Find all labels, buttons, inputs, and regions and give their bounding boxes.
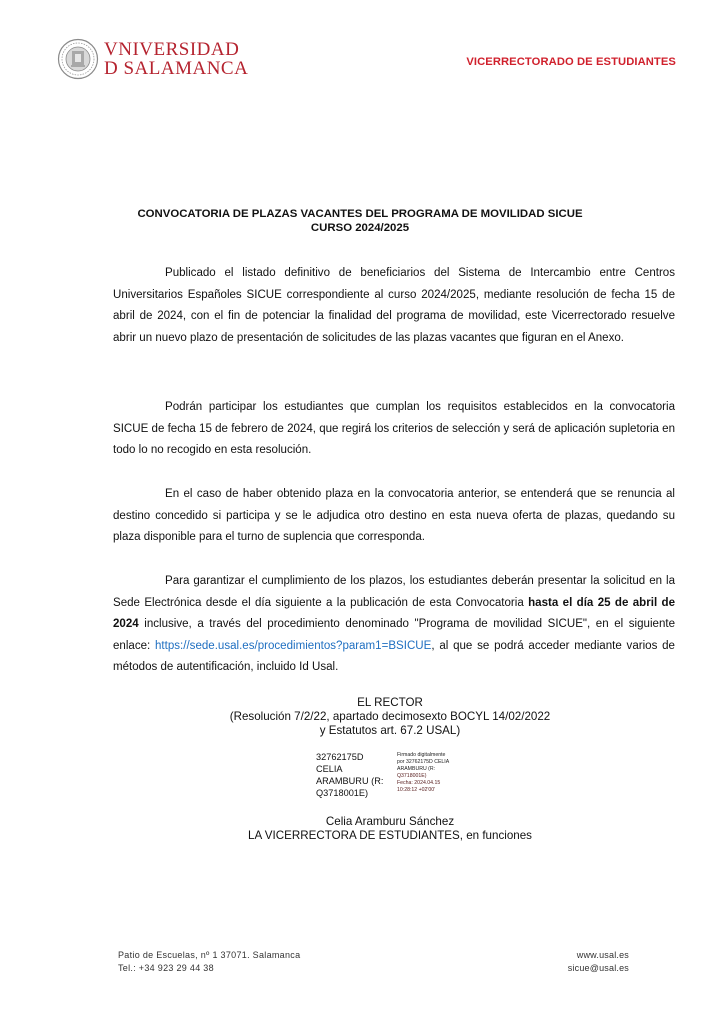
- signature-meta-line: Firmado digitalmente: [397, 752, 446, 758]
- title-line2: CURSO 2024/2025: [310, 222, 410, 234]
- signature-statutes: y Estatutos art. 67.2 USAL): [319, 724, 461, 737]
- digital-signature-meta: [397, 752, 449, 794]
- paragraph-3: En el caso de haber obtenido plaza en la convocatoria anterior, se entenderá que se renuncia al destino concedido si participa y se le adjudica otro destino en esta nueva oferta de plazas, quedando su plaza disponible para el turno de suplencia que corresponda.: [113, 488, 675, 544]
- signature-role: EL RECTOR: [357, 696, 423, 709]
- signature-meta-line: 10:28:12 +02'00': [397, 787, 436, 793]
- signature-meta-line: Q3718001E): [397, 773, 427, 779]
- footer-website[interactable]: www.usal.es: [576, 950, 629, 960]
- paragraph-4-text-b: inclusive, a través del procedimiento denominado "Programa de movilidad SICUE", en el siguiente enlace:: [113, 618, 675, 652]
- signature-meta-line: por 32762175D CELIA: [397, 759, 450, 765]
- signature-resolution: (Resolución 7/2/22, apartado decimosexto BOCYL 14/02/2022: [229, 710, 551, 723]
- university-name-line1: VNIVERSIDAD: [104, 39, 240, 60]
- document-title: [110, 207, 610, 235]
- university-name: [104, 40, 248, 78]
- signature-id-line: 32762175D: [316, 752, 364, 762]
- signature-meta-line: ARAMBURU (R:: [397, 766, 436, 772]
- paragraph-4: [113, 571, 675, 679]
- title-line1: CONVOCATORIA DE PLAZAS VACANTES DEL PROGRAMA DE MOVILIDAD SICUE: [137, 208, 583, 220]
- signer-name: Celia Aramburu Sánchez: [325, 815, 455, 828]
- footer-address: Patio de Escuelas, nº 1 37071. Salamanca: [118, 950, 301, 960]
- digital-signature-id: [316, 751, 383, 799]
- paragraph-4-text-a: Para garantizar el cumplimiento de los plazos, los estudiantes deberán presentar la solicitud en la Sede Electrónica desde el día siguiente a la publicación de esta Convocatoria: [113, 575, 675, 609]
- paragraph-1: Publicado el listado definitivo de beneficiarios del Sistema de Intercambio entre Centros Universitarios Españoles SICUE correspondiente al curso 2024/2025, mediante resolución de fecha 15 de abril de 2024, con el fin de potenciar la finalidad del programa de movilidad, este Vicerrectorado resuelve abrir un nuevo plazo de presentación de solicitudes de las plazas vacantes que figuran en el Anexo.: [113, 267, 675, 344]
- footer-contact: [118, 949, 300, 974]
- procedure-link[interactable]: https://sede.usal.es/procedimientos?param1=BSICUE: [155, 639, 432, 652]
- signature-id-line: Q3718001E): [316, 788, 369, 798]
- signature-id-line: CELIA: [316, 764, 343, 774]
- university-seal-icon: [57, 38, 99, 80]
- footer-phone: Tel.: +34 923 29 44 38: [118, 962, 214, 973]
- footer-web: [568, 949, 629, 974]
- university-name-line2: D SALAMANCA: [104, 58, 249, 79]
- signer-block: [170, 815, 610, 843]
- deadline-text: hasta el día 25 de abril de 2024: [113, 596, 675, 631]
- paragraph-2: Podrán participar los estudiantes que cumplan los requisitos establecidos en la convocatoria SICUE de fecha 15 de febrero de 2024, que regirá los criterios de selección y será de aplicación supletoria en todo lo no recogido en esta resolución.: [113, 401, 675, 457]
- signature-header: [170, 696, 610, 738]
- signer-position: LA VICERRECTORA DE ESTUDIANTES, en funciones: [248, 829, 532, 842]
- footer-email[interactable]: sicue@usal.es: [567, 962, 629, 973]
- signature-meta-line: Fecha: 2024.04.15: [397, 780, 441, 786]
- paragraph-4-text-c: , al que se podrá acceder mediante varios de métodos de autentificación, incluido Id Usal.: [113, 639, 675, 674]
- signature-id-line: ARAMBURU (R:: [316, 776, 384, 786]
- department-heading: VICERRECTORADO DE ESTUDIANTES: [466, 56, 676, 68]
